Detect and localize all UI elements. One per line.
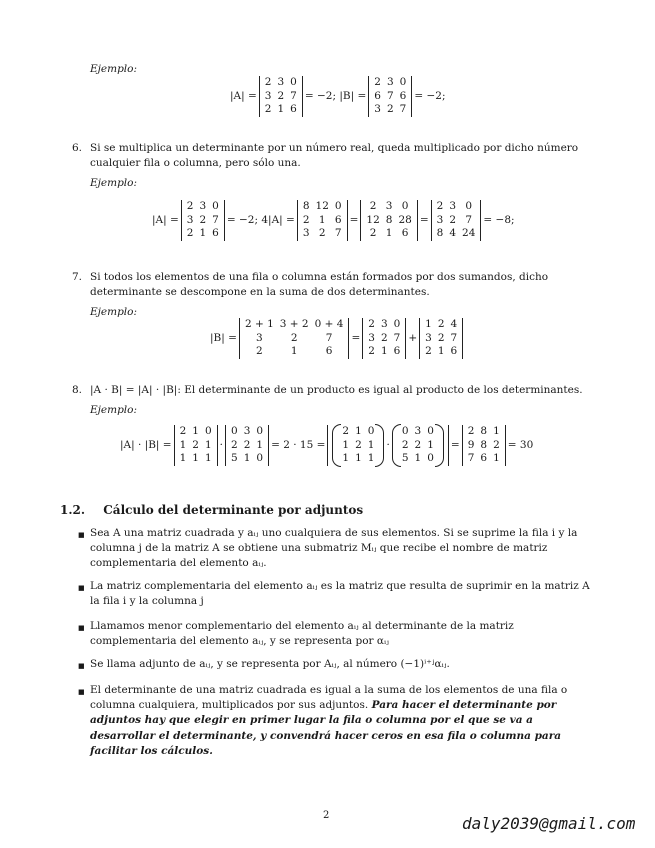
bullet-block	[90, 683, 600, 759]
bullet-icon: ■	[78, 624, 85, 632]
item-number: 7.	[72, 271, 83, 283]
outer-det	[327, 425, 448, 466]
plus-sign: +	[408, 331, 418, 344]
matrix: 2 1 0 1 2 1 1 1 1	[174, 425, 218, 466]
matrix: 2 3 0 3 2 7 8 4 24	[431, 200, 482, 241]
dot: ·	[386, 438, 390, 451]
bullet-text: Llamamos menor complementario del elemento aᵢⱼ al determinante de la matriz complementaria del elemento aᵢⱼ, y se representa por αᵢⱼ	[90, 620, 514, 648]
example-1-math	[230, 76, 446, 117]
item-7-text: Si todos los elementos de una fila o columna están formados por dos sumandos, dicho determinante se descompone en la suma de dos determinantes.	[90, 271, 549, 299]
matrix: 1 2 4 3 2 7 2 1 6	[419, 318, 463, 359]
bullet-icon: ■	[78, 688, 85, 696]
section-title: Cálculo del determinante por adjuntos	[103, 503, 364, 517]
example-label: Ejemplo:	[90, 306, 138, 318]
equals-text: =	[351, 331, 361, 344]
bullet-text: El determinante de una matriz cuadrada es igual a la suma de los elementos de una fila o columna cualquiera, multiplicados por sus adjuntos.	[90, 684, 568, 712]
equals-text: =	[450, 438, 460, 451]
item-6-text: Si se multiplica un determinante por un número real, queda multiplicado por dicho número cualquier fila o columna, pero sólo una.	[90, 142, 579, 170]
item-number: 8.	[72, 384, 83, 396]
section-heading	[60, 502, 363, 519]
matrix: 2 8 1 9 8 2 7 6 1	[462, 425, 506, 466]
equals-text: = −2;	[414, 89, 446, 102]
matrix: 8 12 0 2 1 6 3 2 7	[297, 200, 348, 241]
matrix-a: 2 3 0 3 2 7 2 1 6	[259, 76, 303, 117]
result: = 30	[507, 438, 534, 451]
item-number: 6.	[72, 142, 83, 154]
bullet-icon: ■	[78, 584, 85, 592]
matrix-paren: 0 3 0 2 2 1 5 1 0	[392, 425, 444, 466]
bullet-icon: ■	[78, 662, 85, 670]
page-number: 2	[323, 810, 330, 821]
matrix: 2 3 0 3 2 7 2 1 6	[181, 200, 225, 241]
lhs: |A| =	[152, 213, 179, 226]
equals-text: =	[349, 213, 359, 226]
section-number: 1.2.	[60, 503, 86, 517]
matrix: 2 3 0 3 2 7 2 1 6	[362, 318, 406, 359]
lhs: |A| · |B| =	[120, 438, 172, 451]
example-label: Ejemplo:	[90, 63, 138, 75]
equals-text: = −2; 4|A| =	[226, 213, 295, 226]
matrix-b: 2 3 0 6 7 6 3 2 7	[368, 76, 412, 117]
matrix: 0 3 0 2 2 1 5 1 0	[225, 425, 269, 466]
bullet-text: Se llama adjunto de aᵢⱼ, y se representa por Aᵢⱼ, al número (−1)ⁱ⁺ʲαᵢⱼ.	[90, 658, 450, 670]
bullet-emphasis: Para hacer el determinante por adjuntos hay que elegir en primer lugar la fila o columna por el que se va a desarrollar el determinante, y convendrá hacer ceros en esa fila o columna para facilitar los cálculos.	[90, 699, 562, 757]
equals-text: = −8;	[483, 213, 515, 226]
email-watermark: daly2039@gmail.com	[462, 814, 636, 833]
matrix-paren: 2 1 0 1 2 1 1 1 1	[332, 425, 384, 466]
example-8-math	[120, 425, 533, 466]
equals-text: = −2; |B| =	[304, 89, 367, 102]
dot: ·	[219, 438, 224, 451]
bullet-text: Sea A una matriz cuadrada y aᵢⱼ uno cualquiera de sus elementos. Si se suprime la fila i y la columna j de la matriz A se obtiene una submatriz Mᵢⱼ que recibe el nombre de matriz complementaria del elemento aᵢⱼ.	[90, 527, 578, 570]
example-6-math	[152, 200, 515, 241]
equals-text: =	[419, 213, 429, 226]
example-label: Ejemplo:	[90, 177, 138, 189]
example-label: Ejemplo:	[90, 404, 138, 416]
example-7-math	[210, 318, 463, 359]
lhs: |B| =	[210, 331, 237, 344]
det-a-label: |A| =	[230, 89, 257, 102]
bullet-icon: ■	[78, 531, 85, 539]
item-8-text: |A · B| = |A| · |B|: El determinante de un producto es igual al producto de los determinantes.	[90, 384, 583, 396]
matrix: 2 3 0 12 8 28 2 1 6	[360, 200, 417, 241]
matrix: 2 + 1 3 + 2 0 + 4 3 2 7 2 1 6	[239, 318, 350, 359]
equals-text: = 2 · 15 =	[271, 438, 326, 451]
bullet-text: La matriz complementaria del elemento aᵢⱼ es la matriz que resulta de suprimir en la matriz A la fila i y la columna j	[90, 580, 590, 608]
